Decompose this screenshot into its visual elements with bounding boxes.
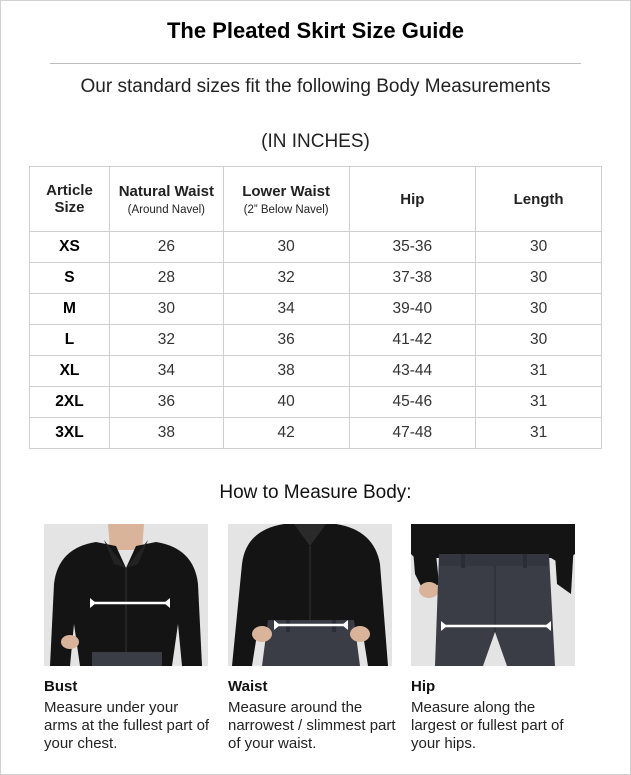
cell-hip: 45-46	[349, 387, 476, 418]
cell-natural-waist: 34	[109, 356, 223, 387]
header-natural-waist	[109, 167, 223, 232]
page-title: The Pleated Skirt Size Guide	[166, 18, 465, 43]
header-label: Hip	[400, 190, 425, 208]
hip-illustration	[411, 524, 575, 666]
cell-lower-waist: 36	[223, 325, 349, 356]
cell-lower-waist: 38	[223, 356, 349, 387]
cell-length: 31	[476, 387, 602, 418]
size-table-header-row	[30, 167, 602, 232]
measure-card-waist	[228, 524, 396, 753]
hip-photo	[411, 524, 575, 666]
cell-size: S	[30, 263, 110, 294]
cell-lower-waist: 30	[223, 232, 349, 263]
cell-length: 30	[476, 263, 602, 294]
cell-hip: 35-36	[349, 232, 476, 263]
size-table	[29, 166, 602, 449]
cell-natural-waist: 32	[109, 325, 223, 356]
waist-label: Waist	[228, 678, 268, 695]
waist-description: Measure around the narrowest / slimmest part of your waist.	[228, 699, 396, 752]
header-label: Lower Waist	[242, 182, 331, 200]
header-label: Length	[513, 190, 564, 208]
cell-length: 31	[476, 418, 602, 449]
cell-hip: 43-44	[349, 356, 476, 387]
cell-natural-waist: 30	[109, 294, 223, 325]
waist-illustration	[228, 524, 392, 666]
bust-illustration	[44, 524, 208, 666]
units-label: (IN INCHES)	[261, 131, 370, 152]
header-length	[476, 167, 602, 232]
cell-natural-waist: 26	[109, 232, 223, 263]
cell-length: 30	[476, 232, 602, 263]
table-row	[30, 263, 602, 294]
header-sublabel: (2” Below Navel)	[243, 203, 329, 216]
cell-size: XL	[30, 356, 110, 387]
header-lower-waist	[223, 167, 349, 232]
page-subtitle: Our standard sizes fit the following Body Measurements	[80, 76, 551, 97]
cell-size: L	[30, 325, 110, 356]
hip-label: Hip	[411, 678, 436, 695]
cell-size: XS	[30, 232, 110, 263]
bust-label: Bust	[44, 678, 78, 695]
table-row	[30, 387, 602, 418]
table-row	[30, 418, 602, 449]
cell-hip: 41-42	[349, 325, 476, 356]
waist-photo	[228, 524, 392, 666]
cell-size: M	[30, 294, 110, 325]
cell-lower-waist: 34	[223, 294, 349, 325]
header-label: Article Size	[46, 182, 93, 216]
header-hip	[349, 167, 476, 232]
cell-size: 2XL	[30, 387, 110, 418]
header-sublabel: (Around Navel)	[127, 203, 206, 216]
cell-lower-waist: 32	[223, 263, 349, 294]
table-row	[30, 356, 602, 387]
how-to-measure-heading: How to Measure Body:	[219, 482, 412, 503]
cell-length: 30	[476, 294, 602, 325]
title-divider	[50, 63, 581, 64]
hip-description: Measure along the largest or fullest part of your hips.	[411, 699, 564, 752]
table-row	[30, 294, 602, 325]
measure-card-hip	[411, 524, 575, 753]
bust-photo	[44, 524, 208, 666]
bust-description: Measure under your arms at the fullest part of your chest.	[44, 699, 210, 752]
cell-size: 3XL	[30, 418, 110, 449]
header-label: Natural Waist	[118, 182, 214, 200]
cell-hip: 39-40	[349, 294, 476, 325]
cell-lower-waist: 40	[223, 387, 349, 418]
cell-length: 31	[476, 356, 602, 387]
cell-length: 30	[476, 325, 602, 356]
header-article-size	[30, 167, 110, 232]
table-row	[30, 325, 602, 356]
cell-natural-waist: 36	[109, 387, 223, 418]
table-row	[30, 232, 602, 263]
cell-natural-waist: 28	[109, 263, 223, 294]
cell-hip: 47-48	[349, 418, 476, 449]
measure-card-bust	[44, 524, 208, 753]
cell-hip: 37-38	[349, 263, 476, 294]
cell-natural-waist: 38	[109, 418, 223, 449]
cell-lower-waist: 42	[223, 418, 349, 449]
